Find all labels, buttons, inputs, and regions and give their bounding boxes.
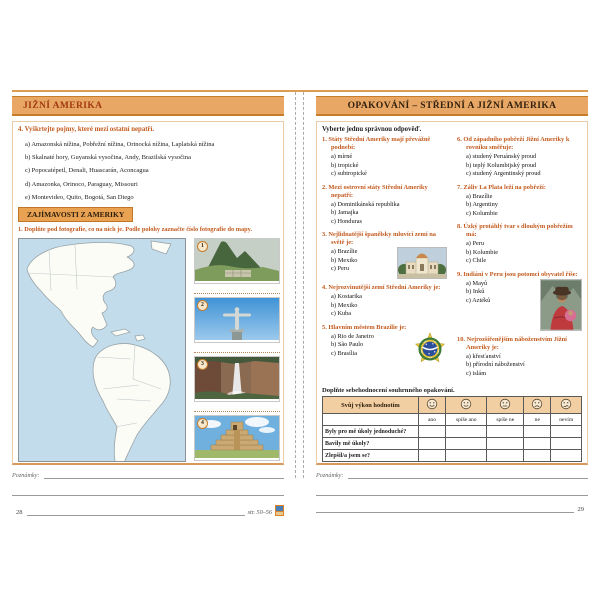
eval-checkbox-cell[interactable]: [551, 426, 582, 438]
eval-checkbox-cell[interactable]: [487, 450, 524, 462]
eval-checkbox-cell[interactable]: [487, 426, 524, 438]
page-right: [316, 96, 588, 513]
brazil-coat-of-arms: [413, 332, 447, 366]
scale-label: spíše ano: [446, 414, 487, 426]
question-text: 3. Nejlidnatější španělsky mluvící zemí na světě je:: [322, 231, 436, 246]
americas-outline-map[interactable]: [18, 238, 186, 462]
question-text: 1. Státy Střední Ameriky mají převážně podnebí:: [322, 136, 431, 151]
question-column-left: [322, 136, 447, 383]
notes-line-1[interactable]: [44, 471, 285, 479]
scale-label: ne: [524, 414, 551, 426]
answer-option[interactable]: c) Brasília: [331, 349, 358, 357]
answer-option[interactable]: a) Dominikánská republika: [331, 200, 400, 208]
photo-number-badge: 2: [197, 300, 208, 311]
photo-card-3: [194, 356, 280, 402]
answer-option[interactable]: c) studený Argentinský proud: [466, 170, 541, 177]
left-page-header-bar: [12, 96, 284, 116]
top-orange-rule: [12, 90, 588, 92]
page-title: JIŽNÍ AMERIKA: [23, 100, 103, 111]
photo-caption-line-2[interactable]: [194, 345, 280, 353]
binding-fold-line: [295, 92, 296, 478]
footer-rule: [316, 505, 574, 513]
question-text: 9. Indiáni v Peru jsou potomci obyvatel říše:: [457, 270, 578, 278]
eval-question: Bavily mě úkoly?: [323, 438, 419, 450]
question-4: [322, 284, 447, 319]
notes-line-2[interactable]: [316, 488, 588, 496]
answer-option[interactable]: c) Peru: [331, 265, 350, 272]
smiley-smile-icon: [446, 397, 487, 414]
answer-option[interactable]: a) Brazílie: [466, 192, 493, 200]
question-text: 5. Hlavním městem Brazílie je:: [322, 323, 407, 331]
question-3: [322, 231, 447, 279]
eval-checkbox-cell[interactable]: [446, 438, 487, 450]
eval-checkbox-cell[interactable]: [524, 426, 551, 438]
answer-option[interactable]: a) Peru: [466, 240, 485, 247]
notes-label: Poznámky:: [316, 472, 344, 479]
photo-number-badge: 4: [197, 418, 208, 429]
question-7: [457, 184, 582, 219]
task4-title: 4. Vyškrtejte pojmy, které mezi ostatní nepatří.: [18, 126, 155, 133]
textbook-ref: str. 50–56: [247, 509, 272, 516]
scale-label: nevím: [551, 414, 582, 426]
answer-option[interactable]: c) Honduras: [331, 217, 362, 225]
question-columns: [322, 136, 582, 383]
selfeval-instruction: Doplňte sebehodnocení souhrnného opakování.: [322, 387, 455, 394]
self-eval-row-2: [323, 438, 582, 450]
task1-title: 1. Doplňte pod fotografie, co na nich je. Podle polohy zaznačte číslo fotografie do mapy.: [18, 226, 253, 234]
question-text: 4. Nejrozvinutější zemí Střední Ameriky je:: [322, 284, 441, 291]
eval-question: Zlepšil/a jsem se?: [323, 450, 419, 462]
answer-option[interactable]: a) studený Peruánský proud: [466, 153, 537, 160]
notes-line-1[interactable]: [348, 471, 589, 479]
smiley-confused-icon: [551, 397, 582, 414]
answer-option[interactable]: b) Mexiko: [331, 301, 358, 309]
page-number: 29: [577, 506, 584, 513]
page-title: OPAKOVÁNÍ – STŘEDNÍ A JIŽNÍ AMERIKA: [347, 100, 557, 111]
self-eval-header-row: [323, 397, 582, 414]
answer-option[interactable]: a) Mayů: [466, 279, 488, 287]
answer-option[interactable]: b) tropické: [331, 161, 359, 169]
question-9: [457, 271, 582, 331]
answer-option[interactable]: b) Kolumbie: [466, 248, 499, 256]
question-2: [322, 184, 447, 227]
answer-option[interactable]: b) Inků: [466, 288, 485, 295]
right-page-header-bar: [316, 96, 588, 116]
notes-line-2[interactable]: [12, 488, 284, 496]
smiley-happy-icon: [418, 397, 445, 414]
answer-option[interactable]: b) São Paulo: [331, 341, 364, 348]
question-text: 7. Záliv La Plata leží na pobřeží:: [457, 183, 546, 191]
self-eval-scale-row: [323, 414, 582, 426]
task4-item-c[interactable]: c) Popocatépetl, Denali, Huascarán, Aconcagua: [25, 167, 149, 175]
photo-card-1: [194, 238, 280, 284]
eval-question: Byly pro mě úkoly jednoduché?: [323, 426, 419, 438]
footer-rule: [27, 508, 245, 516]
photo-card-4: [194, 415, 280, 461]
self-eval-table: [322, 396, 582, 462]
eval-checkbox-cell[interactable]: [524, 438, 551, 450]
eval-checkbox-cell[interactable]: [418, 450, 445, 462]
photo-card-2: [194, 297, 280, 343]
photo-caption-line-3[interactable]: [194, 404, 280, 412]
eval-checkbox-cell[interactable]: [446, 450, 487, 462]
photo-number-badge: 3: [197, 359, 208, 370]
smiley-sad-icon: [524, 397, 551, 414]
task4-items: [18, 138, 278, 205]
answer-option[interactable]: b) Jamajka: [331, 209, 359, 216]
question-1: [322, 136, 447, 179]
question-text: 10. Nejrozšířenějším náboženstvím Jižní Ameriky je:: [457, 335, 567, 351]
quiz-instruction: Vyberte jednu správnou odpověď.: [322, 126, 422, 133]
answer-option[interactable]: c) Aztéků: [466, 296, 491, 304]
self-eval-row-3: [323, 450, 582, 462]
photo-number-badge: 1: [197, 241, 208, 252]
question-text: 6. Od západního pobřeží Jižní Ameriky k rovníku směřuje:: [457, 136, 570, 151]
eval-checkbox-cell[interactable]: [418, 438, 445, 450]
question-8: [457, 223, 582, 266]
task4-item-a[interactable]: a) Amazonská nížina, Pobřežní nížina, Orinocká nížina, Laplatská nížina: [25, 140, 215, 148]
answer-option[interactable]: b) přírodní náboženství: [466, 361, 525, 368]
question-text: 8. Úzký protáhlý tvar s dlouhým pobřežím má:: [457, 223, 573, 238]
page-left: [12, 96, 284, 516]
textbook-icon: [275, 505, 284, 516]
scale-label: spíše ne: [487, 414, 524, 426]
task4-item-e[interactable]: e) Montevideo, Quito, Bogotá, San Diego: [25, 194, 134, 202]
right-content-box: [316, 121, 588, 465]
eval-checkbox-cell[interactable]: [551, 450, 582, 462]
answer-option[interactable]: c) islám: [466, 369, 487, 377]
eval-checkbox-cell[interactable]: [487, 438, 524, 450]
question-5: [322, 324, 447, 366]
question-6: [457, 136, 582, 179]
binding-fold-line-2: [303, 92, 304, 478]
question-column-right: [457, 136, 582, 383]
section-title-badge: ZAJÍMAVOSTI Z AMERIKY: [18, 207, 133, 222]
palace-photo: [397, 247, 447, 279]
eval-checkbox-cell[interactable]: [524, 450, 551, 462]
answer-option[interactable]: c) Kolumbie: [466, 209, 498, 217]
answer-option[interactable]: c) Chile: [466, 257, 487, 264]
answer-option[interactable]: a) Kostarika: [331, 293, 362, 300]
answer-option[interactable]: a) Rio de Janeiro: [331, 332, 374, 340]
answer-option[interactable]: c) subtropické: [331, 170, 367, 177]
left-content-box: [12, 121, 284, 465]
task4-item-d[interactable]: d) Amazonka, Orinoco, Paraguay, Missouri: [25, 180, 138, 188]
smiley-neutral-icon: [487, 397, 524, 414]
book-spread: [12, 88, 588, 516]
eval-checkbox-cell[interactable]: [551, 438, 582, 450]
answer-option[interactable]: b) Argentiny: [466, 201, 498, 208]
answer-option[interactable]: a) křesťanství: [466, 352, 501, 360]
notes-label: Poznámky:: [12, 472, 40, 479]
americas-map-graphic: [19, 239, 185, 461]
right-page-footer: [316, 471, 588, 513]
left-page-footer: [12, 471, 284, 516]
map-and-photos: [18, 238, 278, 465]
answer-option[interactable]: a) Brazílie: [331, 248, 358, 255]
eval-checkbox-cell[interactable]: [446, 426, 487, 438]
eval-checkbox-cell[interactable]: [418, 426, 445, 438]
page-number: 28: [16, 509, 23, 516]
scale-label: ano: [418, 414, 445, 426]
answer-option[interactable]: a) mírné: [331, 153, 353, 160]
photo-caption-line-4[interactable]: [194, 463, 280, 465]
photo-column: [194, 238, 280, 465]
self-eval-row-1: [323, 426, 582, 438]
question-text: 2. Mezi ostrovní státy Střední Ameriky nepatří:: [322, 183, 428, 199]
answer-option[interactable]: b) Mexiko: [331, 256, 358, 264]
photo-caption-line-1[interactable]: [194, 286, 280, 294]
table-title: Svůj výkon hodnotím: [323, 397, 419, 414]
answer-option[interactable]: b) teplý Kolumbijský proud: [466, 161, 537, 169]
peruvian-woman-photo: [540, 279, 582, 331]
answer-option[interactable]: c) Kuba: [331, 310, 352, 317]
question-10: [457, 336, 582, 379]
task4-item-b[interactable]: b) Skalnaté hory, Guyanská vysočina, Andy, Brazilská vysočina: [25, 154, 191, 162]
